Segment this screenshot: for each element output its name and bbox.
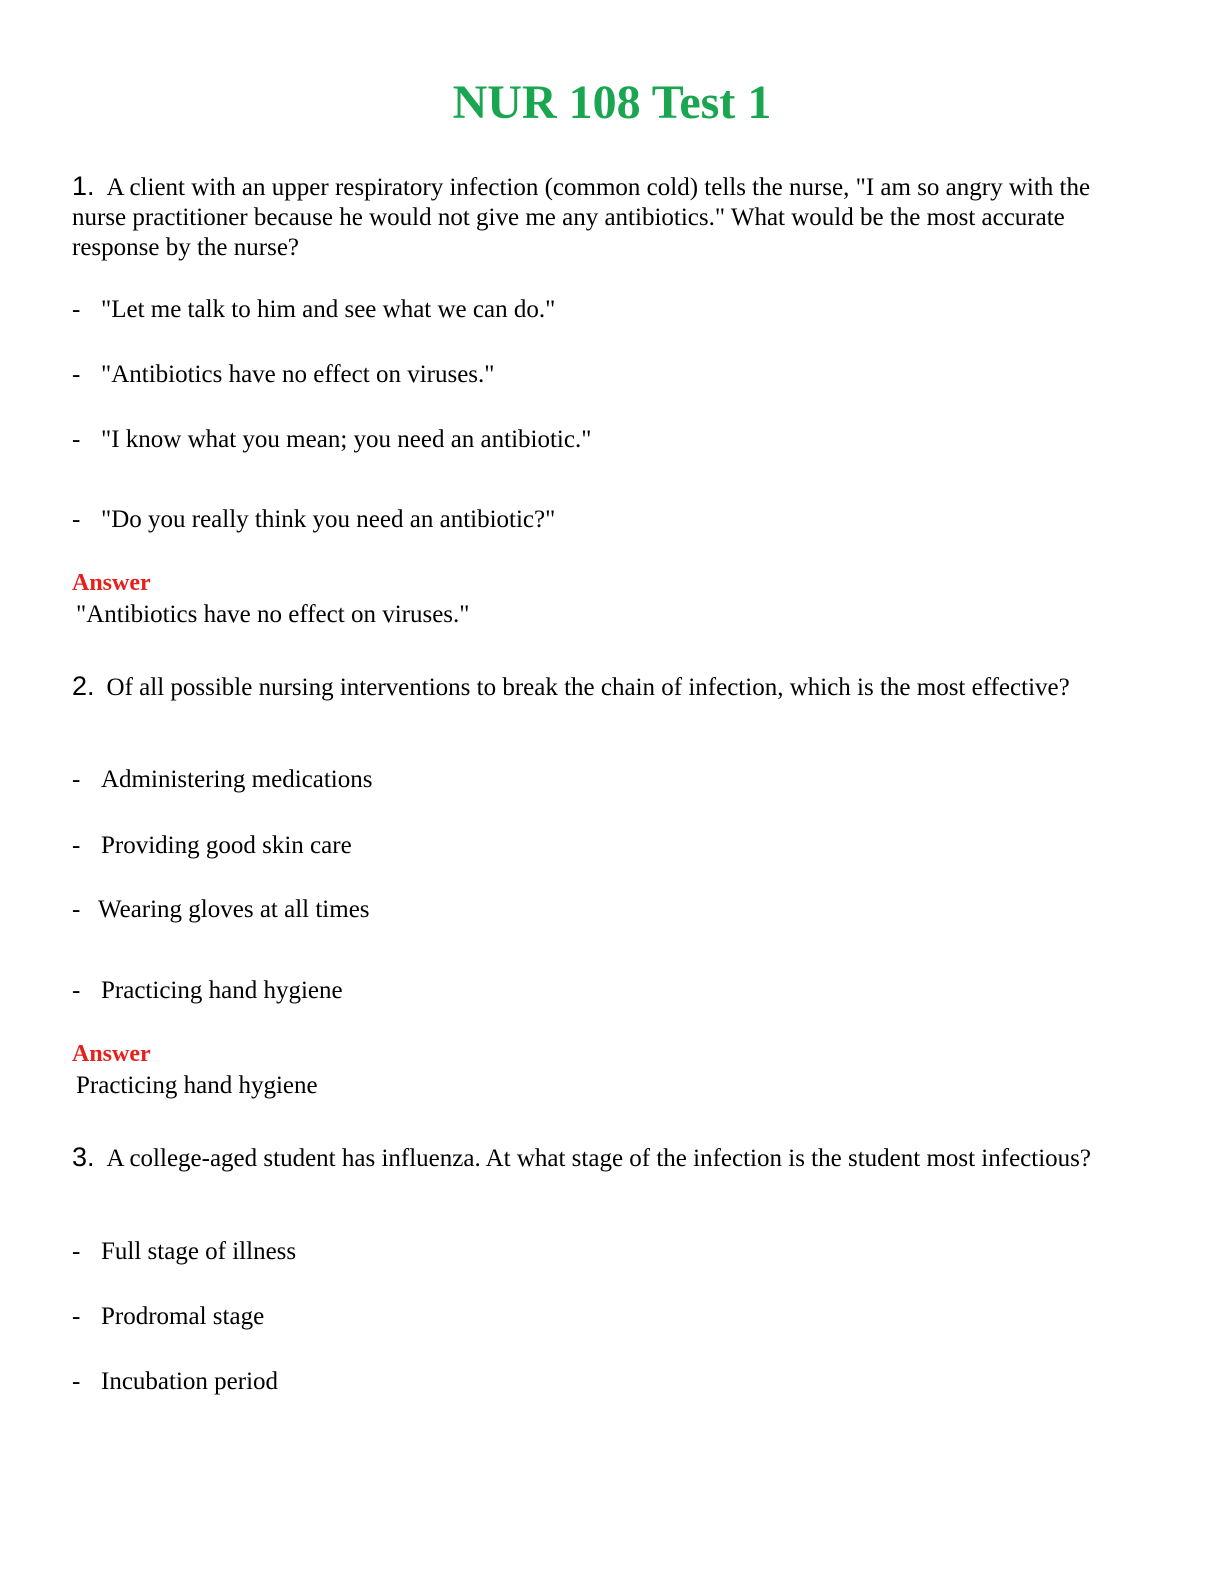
question-number: 1. [72,171,95,201]
option-1d [72,505,555,535]
answer-label: Answer [72,570,151,596]
dash-bullet: - [72,506,81,533]
option-3b [72,1302,264,1332]
option-text: "Let me talk to him and see what we can do." [101,296,556,323]
question-number: 3. [72,1142,95,1172]
question-1 [72,171,1132,263]
option-text: "I know what you mean; you need an antibiotic." [101,426,592,453]
page-title: NUR 108 Test 1 [452,76,772,129]
dash-bullet: - [72,766,81,793]
option-text: Prodromal stage [101,1303,265,1330]
question-text: A college-aged student has influenza. At what stage of the infection is the student most infectious? [106,1145,1091,1172]
dash-bullet: - [72,896,81,923]
option-text: Administering medications [101,766,373,793]
option-2b [72,831,352,861]
answer-text: Practicing hand hygiene [76,1072,318,1099]
question-2 [72,671,1132,703]
option-3a [72,1237,296,1267]
question-number: 2. [72,671,95,701]
answer-text: "Antibiotics have no effect on viruses." [76,601,470,628]
question-text: A client with an upper respiratory infection (common cold) tells the nurse, "I am so angry with the nurse practitioner because he would not give me any antibiotics." What would be the most accurate response by the nurse? [72,174,1091,261]
option-text: "Antibiotics have no effect on viruses." [101,361,495,388]
option-text: "Do you really think you need an antibiotic?" [101,506,556,533]
dash-bullet: - [72,1368,81,1395]
dash-bullet: - [72,426,81,453]
option-2a [72,765,372,795]
option-text: Full stage of illness [101,1238,297,1265]
question-text: Of all possible nursing interventions to break the chain of infection, which is the most effective? [106,674,1070,701]
dash-bullet: - [72,1238,81,1265]
option-text: Providing good skin care [101,832,352,859]
option-2d [72,976,343,1006]
dash-bullet: - [72,1303,81,1330]
option-3c [72,1367,278,1397]
answer-label: Answer [72,1041,151,1067]
option-1c [72,425,591,455]
option-text: Incubation period [101,1368,279,1395]
option-text: Wearing gloves at all times [98,896,370,923]
dash-bullet: - [72,361,81,388]
option-2c [72,895,370,925]
dash-bullet: - [72,296,81,323]
dash-bullet: - [72,977,81,1004]
option-text: Practicing hand hygiene [101,977,343,1004]
option-1b [72,360,494,390]
dash-bullet: - [72,832,81,859]
question-3 [72,1142,1132,1174]
option-1a [72,295,555,325]
